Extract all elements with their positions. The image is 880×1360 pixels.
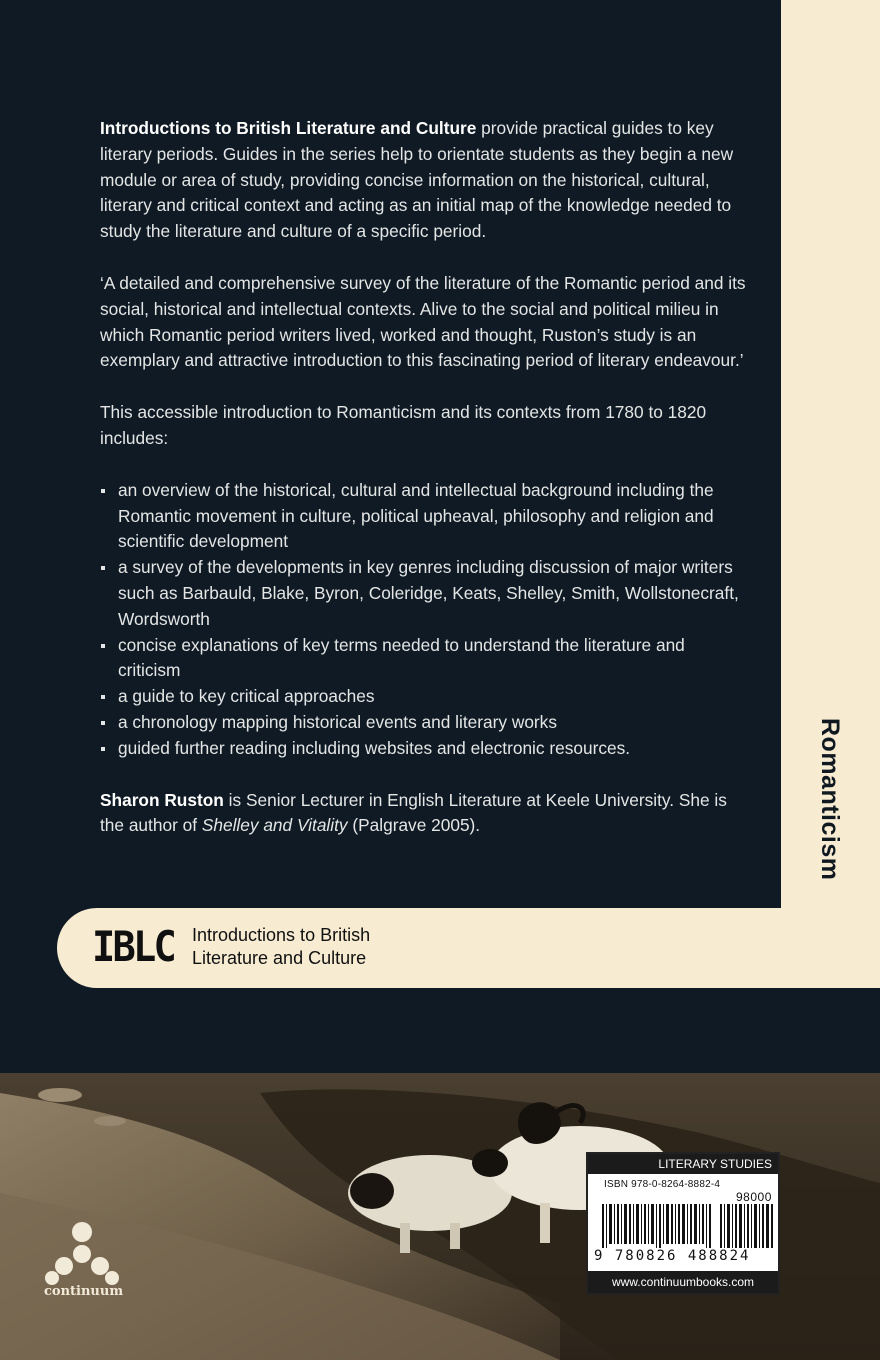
list-item: concise explanations of key terms needed to understand the literature and criticism bbox=[100, 633, 750, 685]
author-name: Sharon Ruston bbox=[100, 789, 224, 810]
series-title-line-1: Introductions to British bbox=[192, 925, 371, 945]
feature-list bbox=[100, 478, 750, 762]
series-name: Introductions to British Literature and Culture bbox=[100, 118, 477, 138]
isbn: ISBN 978-0-8264-8882-4 bbox=[604, 1179, 721, 1190]
author-bio-text: is Senior Lecturer in English Literature at Keele University. She is the author of bbox=[100, 789, 727, 836]
publisher-name: continuum bbox=[44, 1284, 124, 1299]
author-bio-end: (Palgrave 2005). bbox=[347, 815, 481, 836]
includes-intro: This accessible introduction to Romanticism and its contexts from 1780 to 1820 includes: bbox=[100, 402, 707, 448]
series-title bbox=[192, 924, 370, 969]
barcode-image bbox=[602, 1204, 774, 1248]
price-addon: 98000 bbox=[736, 1190, 772, 1204]
list-item: an overview of the historical, cultural and intellectual background including the Romantic movement in culture, political upheaval, philosophy and religion and scientific development bbox=[100, 478, 750, 555]
back-cover-blurb bbox=[100, 116, 750, 839]
barcode-digits: 9 780826 488824 bbox=[594, 1248, 751, 1264]
list-item: a chronology mapping historical events and literary works bbox=[100, 710, 750, 736]
series-description bbox=[100, 116, 750, 245]
series-title-line-2: Literature and Culture bbox=[192, 947, 367, 968]
spine-title: Romanticism bbox=[816, 718, 844, 881]
list-item: guided further reading including websites and electronic resources. bbox=[100, 736, 750, 762]
list-item: a survey of the developments in key genres including discussion of major writers such as Barbauld, Blake, Byron, Coleridge, Keats, Shelley, Smith, Wollstonecraft, Wordsworth bbox=[100, 555, 750, 632]
continuum-logo-icon bbox=[40, 1218, 124, 1292]
list-item: a guide to key critical approaches bbox=[100, 684, 750, 710]
author-bio bbox=[100, 788, 750, 840]
series-band bbox=[57, 908, 880, 988]
series-description-text: provide practical guides to key literary periods. Guides in the series help to orientate students as they begin a new module or area of study, providing concise information on the historical, cultural, literary and critical context and acting as an initial map of the knowledge needed to study the literature and culture of a specific period. bbox=[100, 118, 734, 242]
review-quote: ‘A detailed and comprehensive survey of the literature of the Romantic period and its social, historical and intellectual contexts. Alive to the social and political milieu in which Romantic period writers lived, worked and thought, Ruston’s study is an exemplary and attractive introduction to this fascinating period of literary endeavour.’ bbox=[100, 272, 746, 371]
barcode-box bbox=[586, 1152, 780, 1295]
category-label: LITERARY STUDIES bbox=[588, 1154, 778, 1174]
publisher-url: www.continuumbooks.com bbox=[588, 1271, 778, 1293]
author-book-title: Shelley and Vitality bbox=[201, 815, 348, 836]
iblc-logo: IBLC bbox=[92, 922, 175, 971]
